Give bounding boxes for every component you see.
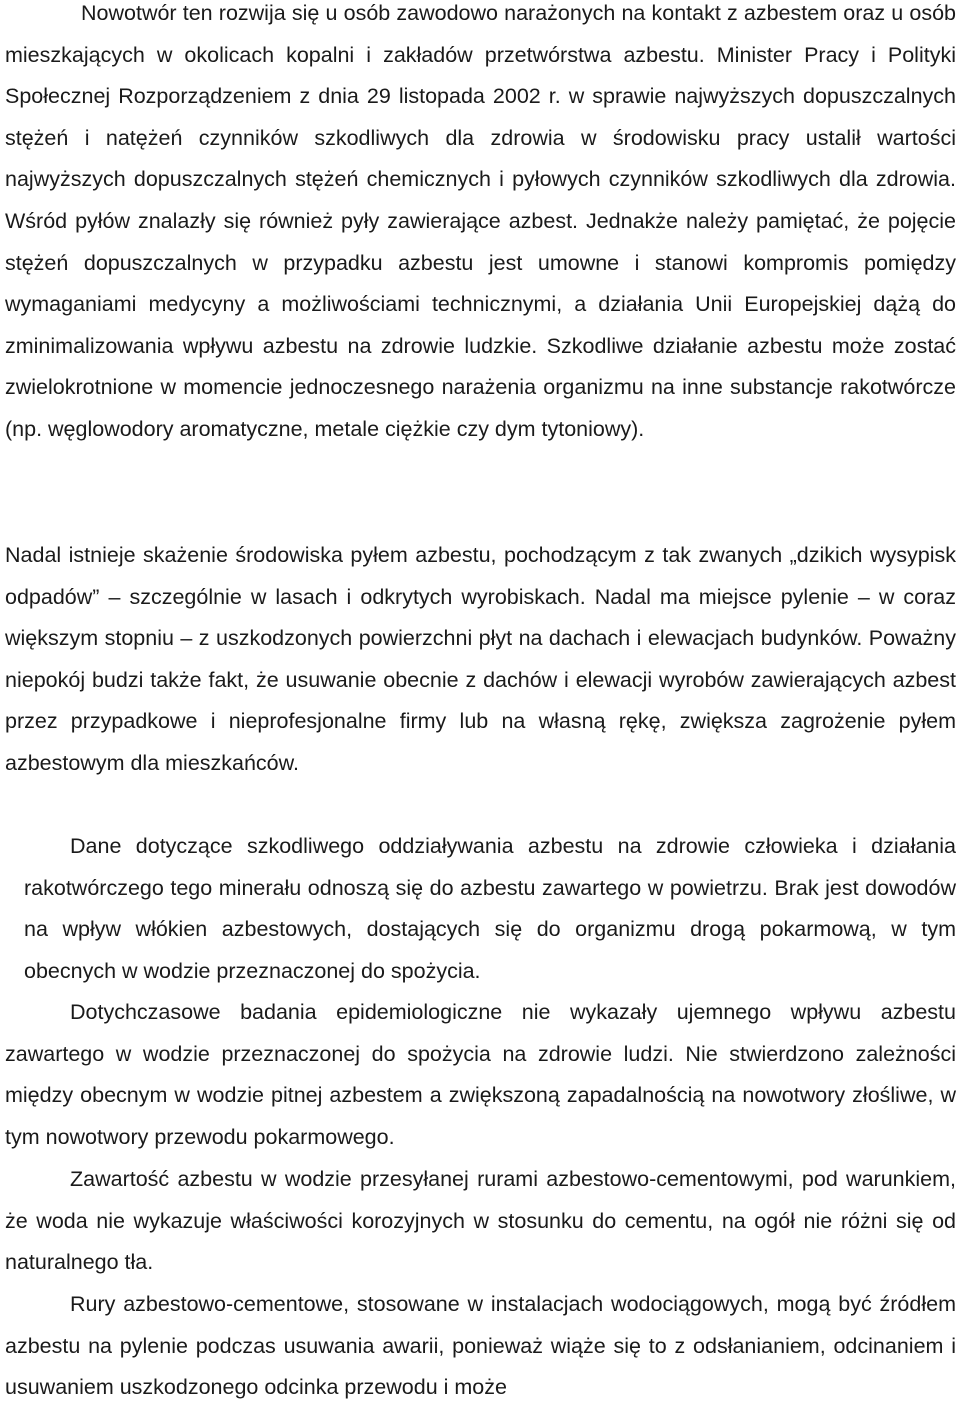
paragraph-health-effects-data: Dane dotyczące szkodliwego oddziaływania azbestu na zdrowie człowieka i działania rakotwórczego tego minerału odnoszą się do azbestu zawartego w powietrzu. Brak jest dowodów na wpływ włókien azbestowych, dostających się do organizmu drogą pokarmową, w tym obecnych w wodzie przeznaczonej do spożycia.	[24, 834, 956, 983]
paragraph-asbestos-regulations: Nowotwór ten rozwija się u osób zawodowo narażonych na kontakt z azbestem oraz u osób mieszkających w okolicach kopalni i zakładów przetwórstwa azbestu. Minister Pracy i Polityki Społecznej Rozporządzeniem z dnia 29 listopada 2002 r. w sprawie najwyższych dopuszczalnych stężeń i natężeń czynników szkodliwych dla zdrowia w środowisku pracy ustalił wartości najwyższych dopuszczalnych stężeń chemicznych i pyłowych czynników szkodliwych dla zdrowia. Wśród pyłów znalazły się również pyły zawierające azbest. Jednakże należy pamiętać, że pojęcie stężeń dopuszczalnych w przypadku azbestu jest umowne i stanowi kompromis pomiędzy wymaganiami medycyny a możliwościami technicznymi, a działania Unii Europejskiej dążą do zminimalizowania wpływu azbestu na zdrowie ludzkie. Szkodliwe działanie azbestu może zostać zwielokrotnione w momencie jednoczesnego narażenia organizmu na inne substancje rakotwórcze (np. węglowodory aromatyczne, metale ciężkie czy dym tytoniowy).	[5, 1, 956, 441]
paragraph-environmental-contamination: Nadal istnieje skażenie środowiska pyłem azbestu, pochodzącym z tak zwanych „dzikich wysypisk odpadów” – szczególnie w lasach i odkrytych wyrobiskach. Nadal ma miejsce pylenie – w coraz większym stopniu – z uszkodzonych powierzchni płyt na dachach i elewacjach budynków. Poważny niepokój budzi także fakt, że usuwanie obecnie z dachów i elewacji wyrobów zawierających azbest przez przypadkowe i nieprofesjonalne firmy lub na własną rękę, zwiększa zagrożenie pyłem azbestowym dla mieszkańców.	[5, 543, 956, 775]
paragraph-epidemiological-studies: Dotychczasowe badania epidemiologiczne nie wykazały ujemnego wpływu azbestu zawartego w wodzie przeznaczonej do spożycia na zdrowie ludzi. Nie stwierdzono zależności między obecnym w wodzie pitnej azbestem a zwiększoną zapadalnością na nowotwory złośliwe, w tym nowotwory przewodu pokarmowego.	[5, 1000, 956, 1149]
paragraph-water-pipes-content: Zawartość azbestu w wodzie przesyłanej rurami azbestowo-cementowymi, pod warunkiem, że woda nie wykazuje właściwości korozyjnych w stosunku do cementu, na ogół nie różni się od naturalnego tła.	[5, 1167, 956, 1275]
paragraph-pipe-repairs: Rury azbestowo-cementowe, stosowane w instalacjach wodociągowych, mogą być źródłem azbestu na pylenie podczas usuwania awarii, ponieważ wiąże się to z odsłanianiem, odcinaniem i usuwaniem uszkodzonego odcinka przewodu i może	[5, 1292, 956, 1400]
